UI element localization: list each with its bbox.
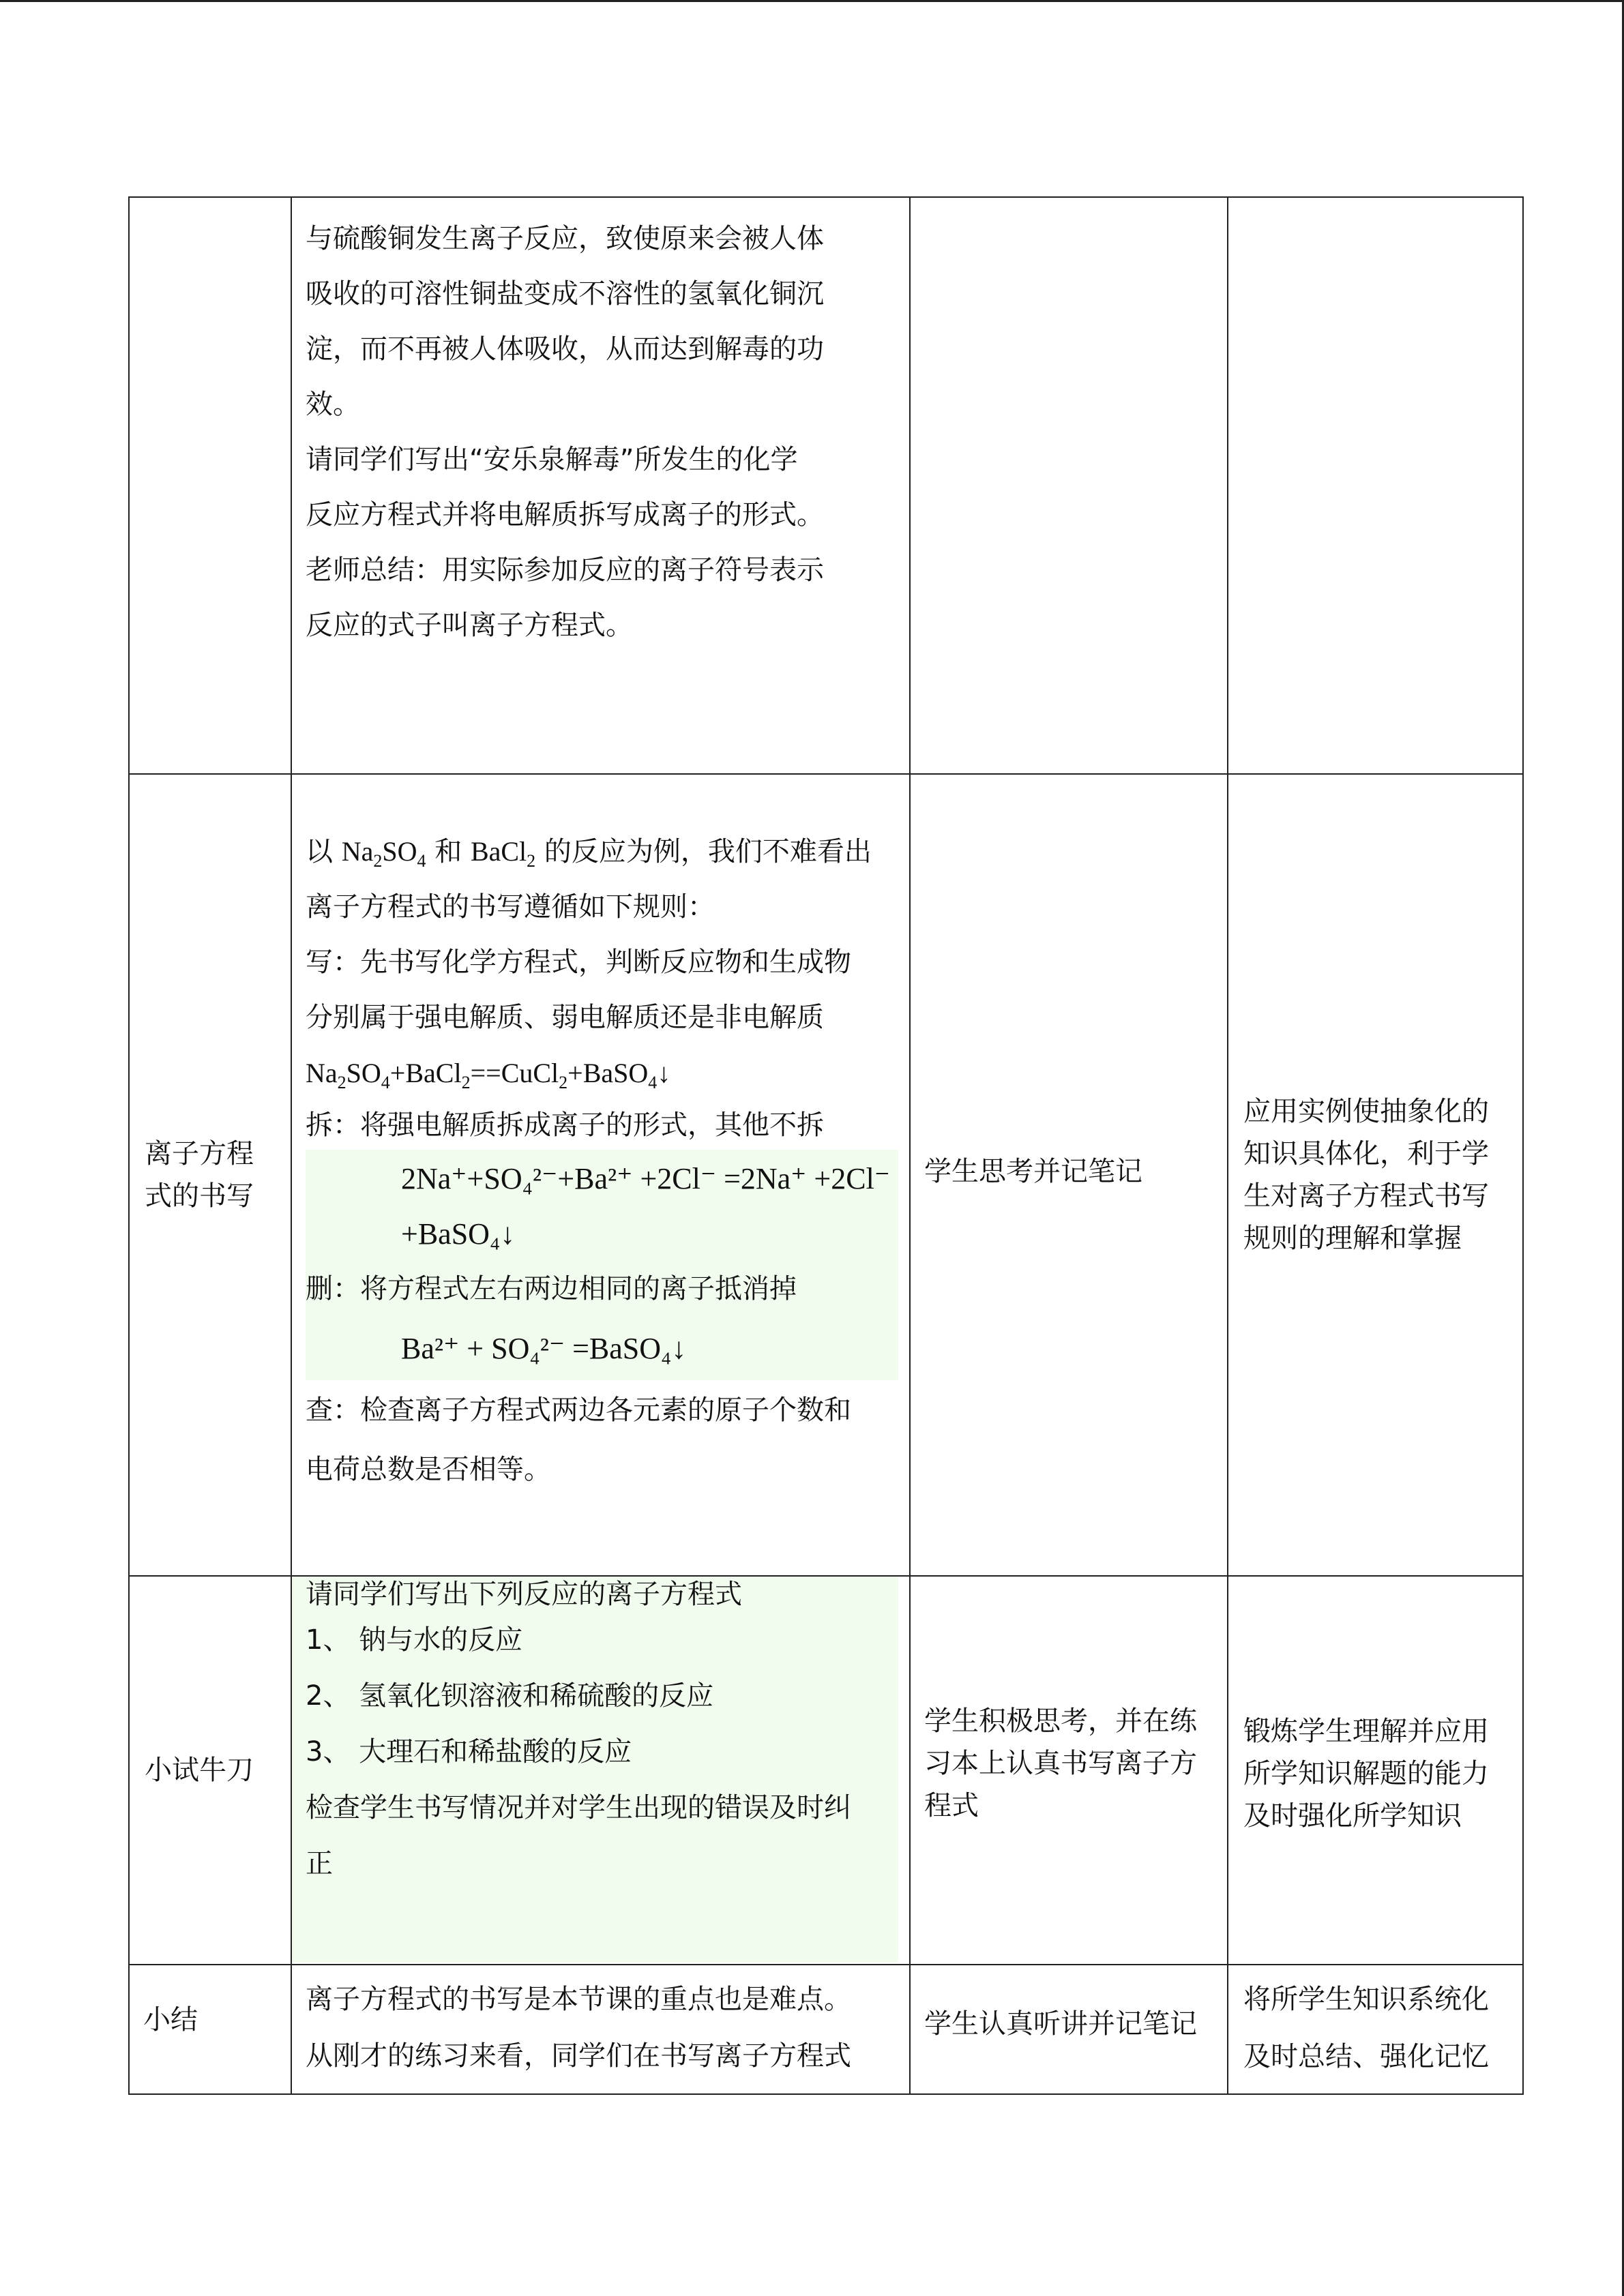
text-line: 查：检查离子方程式两边各元素的原子个数和 <box>306 1395 851 1426</box>
topic-cell: 小结 <box>129 1965 291 2094</box>
text-fragment: 的反应为例，我们不难看出 <box>535 836 872 867</box>
text-line: 吸收的可溶性铜盐变成不溶性的氢氧化铜沉 <box>306 278 824 310</box>
text-line: 习本上认真书写离子方 <box>924 1748 1197 1779</box>
text-line: 反应的式子叫离子方程式。 <box>306 610 633 641</box>
text-line: 正 <box>306 1848 333 1879</box>
text-line: 与硫酸铜发生离子反应，致使原来会被人体 <box>306 223 824 254</box>
text-line: 请同学们写出“安乐泉解毒”所发生的化学 <box>306 444 798 475</box>
text-line: 知识具体化，利于学 <box>1243 1138 1489 1169</box>
text-line: 离子方程式的书写遵循如下规则： <box>306 891 715 923</box>
teacher-activity-cell <box>291 774 910 1576</box>
text-line: 生对离子方程式书写 <box>1243 1180 1489 1212</box>
ionic-equation-line: +BaSO₄↓ <box>401 1217 516 1251</box>
topic-cell: 小试牛刀 <box>129 1576 291 1965</box>
text-line: 请同学们写出下列反应的离子方程式 <box>306 1579 742 1610</box>
text-line: 分别属于强电解质、弱电解质还是非电解质 <box>306 1002 824 1033</box>
student-activity-cell <box>910 1576 1228 1965</box>
text-line: 锻炼学生理解并应用 <box>1243 1716 1489 1747</box>
text-line: 写：先书写化学方程式，判断反应物和生成物 <box>306 946 851 978</box>
student-activity-cell <box>910 774 1228 1576</box>
text-fragment: 以 <box>306 836 342 867</box>
text-line: 老师总结：用实际参加反应的离子符号表示 <box>306 554 824 586</box>
text-line: 学生积极思考，并在练 <box>924 1705 1197 1737</box>
text-line: 离子方程式的书写是本节课的重点也是难点。 <box>306 1984 851 2015</box>
highlighted-exercise-block <box>292 1577 898 1963</box>
formula-bacl2: BaCl$_2$ <box>470 836 536 871</box>
text-line: 所学知识解题的能力 <box>1243 1758 1489 1789</box>
table-row <box>129 1965 1523 2094</box>
topic-line: 式的书写 <box>145 1180 254 1212</box>
student-activity-cell <box>910 197 1228 774</box>
design-intent-cell <box>1228 197 1523 774</box>
text-line: 电荷总数是否相等。 <box>306 1454 551 1485</box>
design-intent-cell <box>1228 1965 1523 2094</box>
text-line: 拆：将强电解质拆成离子的形式，其他不拆 <box>306 1109 824 1141</box>
text-line: 程式 <box>924 1790 979 1821</box>
topic-cell <box>129 197 291 774</box>
formula-na2so4: $Na_2SO_4$ <box>341 836 426 871</box>
student-activity-cell: 学生认真听讲并记笔记 <box>910 1965 1228 2094</box>
list-item: 1、 钠与水的反应 <box>306 1624 523 1656</box>
text-line: 删：将方程式左右两边相同的离子抵消掉 <box>306 1273 797 1304</box>
ionic-equation-line: 2Na⁺+SO₄²⁻+Ba²⁺ +2Cl⁻ =2Na⁺ +2Cl⁻ <box>401 1162 891 1195</box>
text-line: 应用实例使抽象化的 <box>1243 1096 1489 1127</box>
text-fragment: 和 <box>426 836 471 867</box>
page-top-border <box>0 0 1624 2</box>
text-line: 及时总结、强化记忆 <box>1243 2041 1489 2072</box>
text-line: 及时强化所学知识 <box>1243 1800 1462 1832</box>
text-line: 将所学生知识系统化 <box>1243 1984 1489 2015</box>
teacher-activity-cell <box>291 197 910 774</box>
topic-line: 离子方程 <box>145 1138 254 1169</box>
text-line: 检查学生书写情况并对学生出现的错误及时纠 <box>306 1792 851 1823</box>
table-row <box>129 197 1523 774</box>
text-line: 规则的理解和掌握 <box>1243 1223 1462 1254</box>
net-ionic-equation: Ba²⁺ + SO₄²⁻ =BaSO₄↓ <box>401 1332 687 1365</box>
topic-cell <box>129 774 291 1576</box>
chemical-equation: $Na_2SO_4+BaCl_2==CuCl_2+BaSO_4↓$ <box>306 1058 671 1092</box>
text-line: 淀，而不再被人体吸收，从而达到解毒的功 <box>306 333 824 365</box>
table-row <box>129 774 1523 1576</box>
table-row <box>129 1576 1523 1965</box>
text-line: 从刚才的练习来看，同学们在书写离子方程式 <box>306 2040 851 2072</box>
highlighted-equation-block <box>306 1150 898 1380</box>
list-item: 3、 大理石和稀盐酸的反应 <box>306 1736 632 1768</box>
text-line: 反应方程式并将电解质拆写成离子的形式。 <box>306 499 824 531</box>
text-line <box>306 824 909 880</box>
text-line: 效。 <box>306 389 360 420</box>
text-line: 学生思考并记笔记 <box>924 1155 1142 1187</box>
list-item: 2、 氢氧化钡溶液和稀硫酸的反应 <box>306 1680 714 1712</box>
teacher-activity-cell <box>291 1965 910 2094</box>
lesson-plan-table <box>128 196 1524 2095</box>
teacher-activity-cell <box>291 1576 910 1965</box>
design-intent-cell <box>1228 774 1523 1576</box>
design-intent-cell <box>1228 1576 1523 1965</box>
